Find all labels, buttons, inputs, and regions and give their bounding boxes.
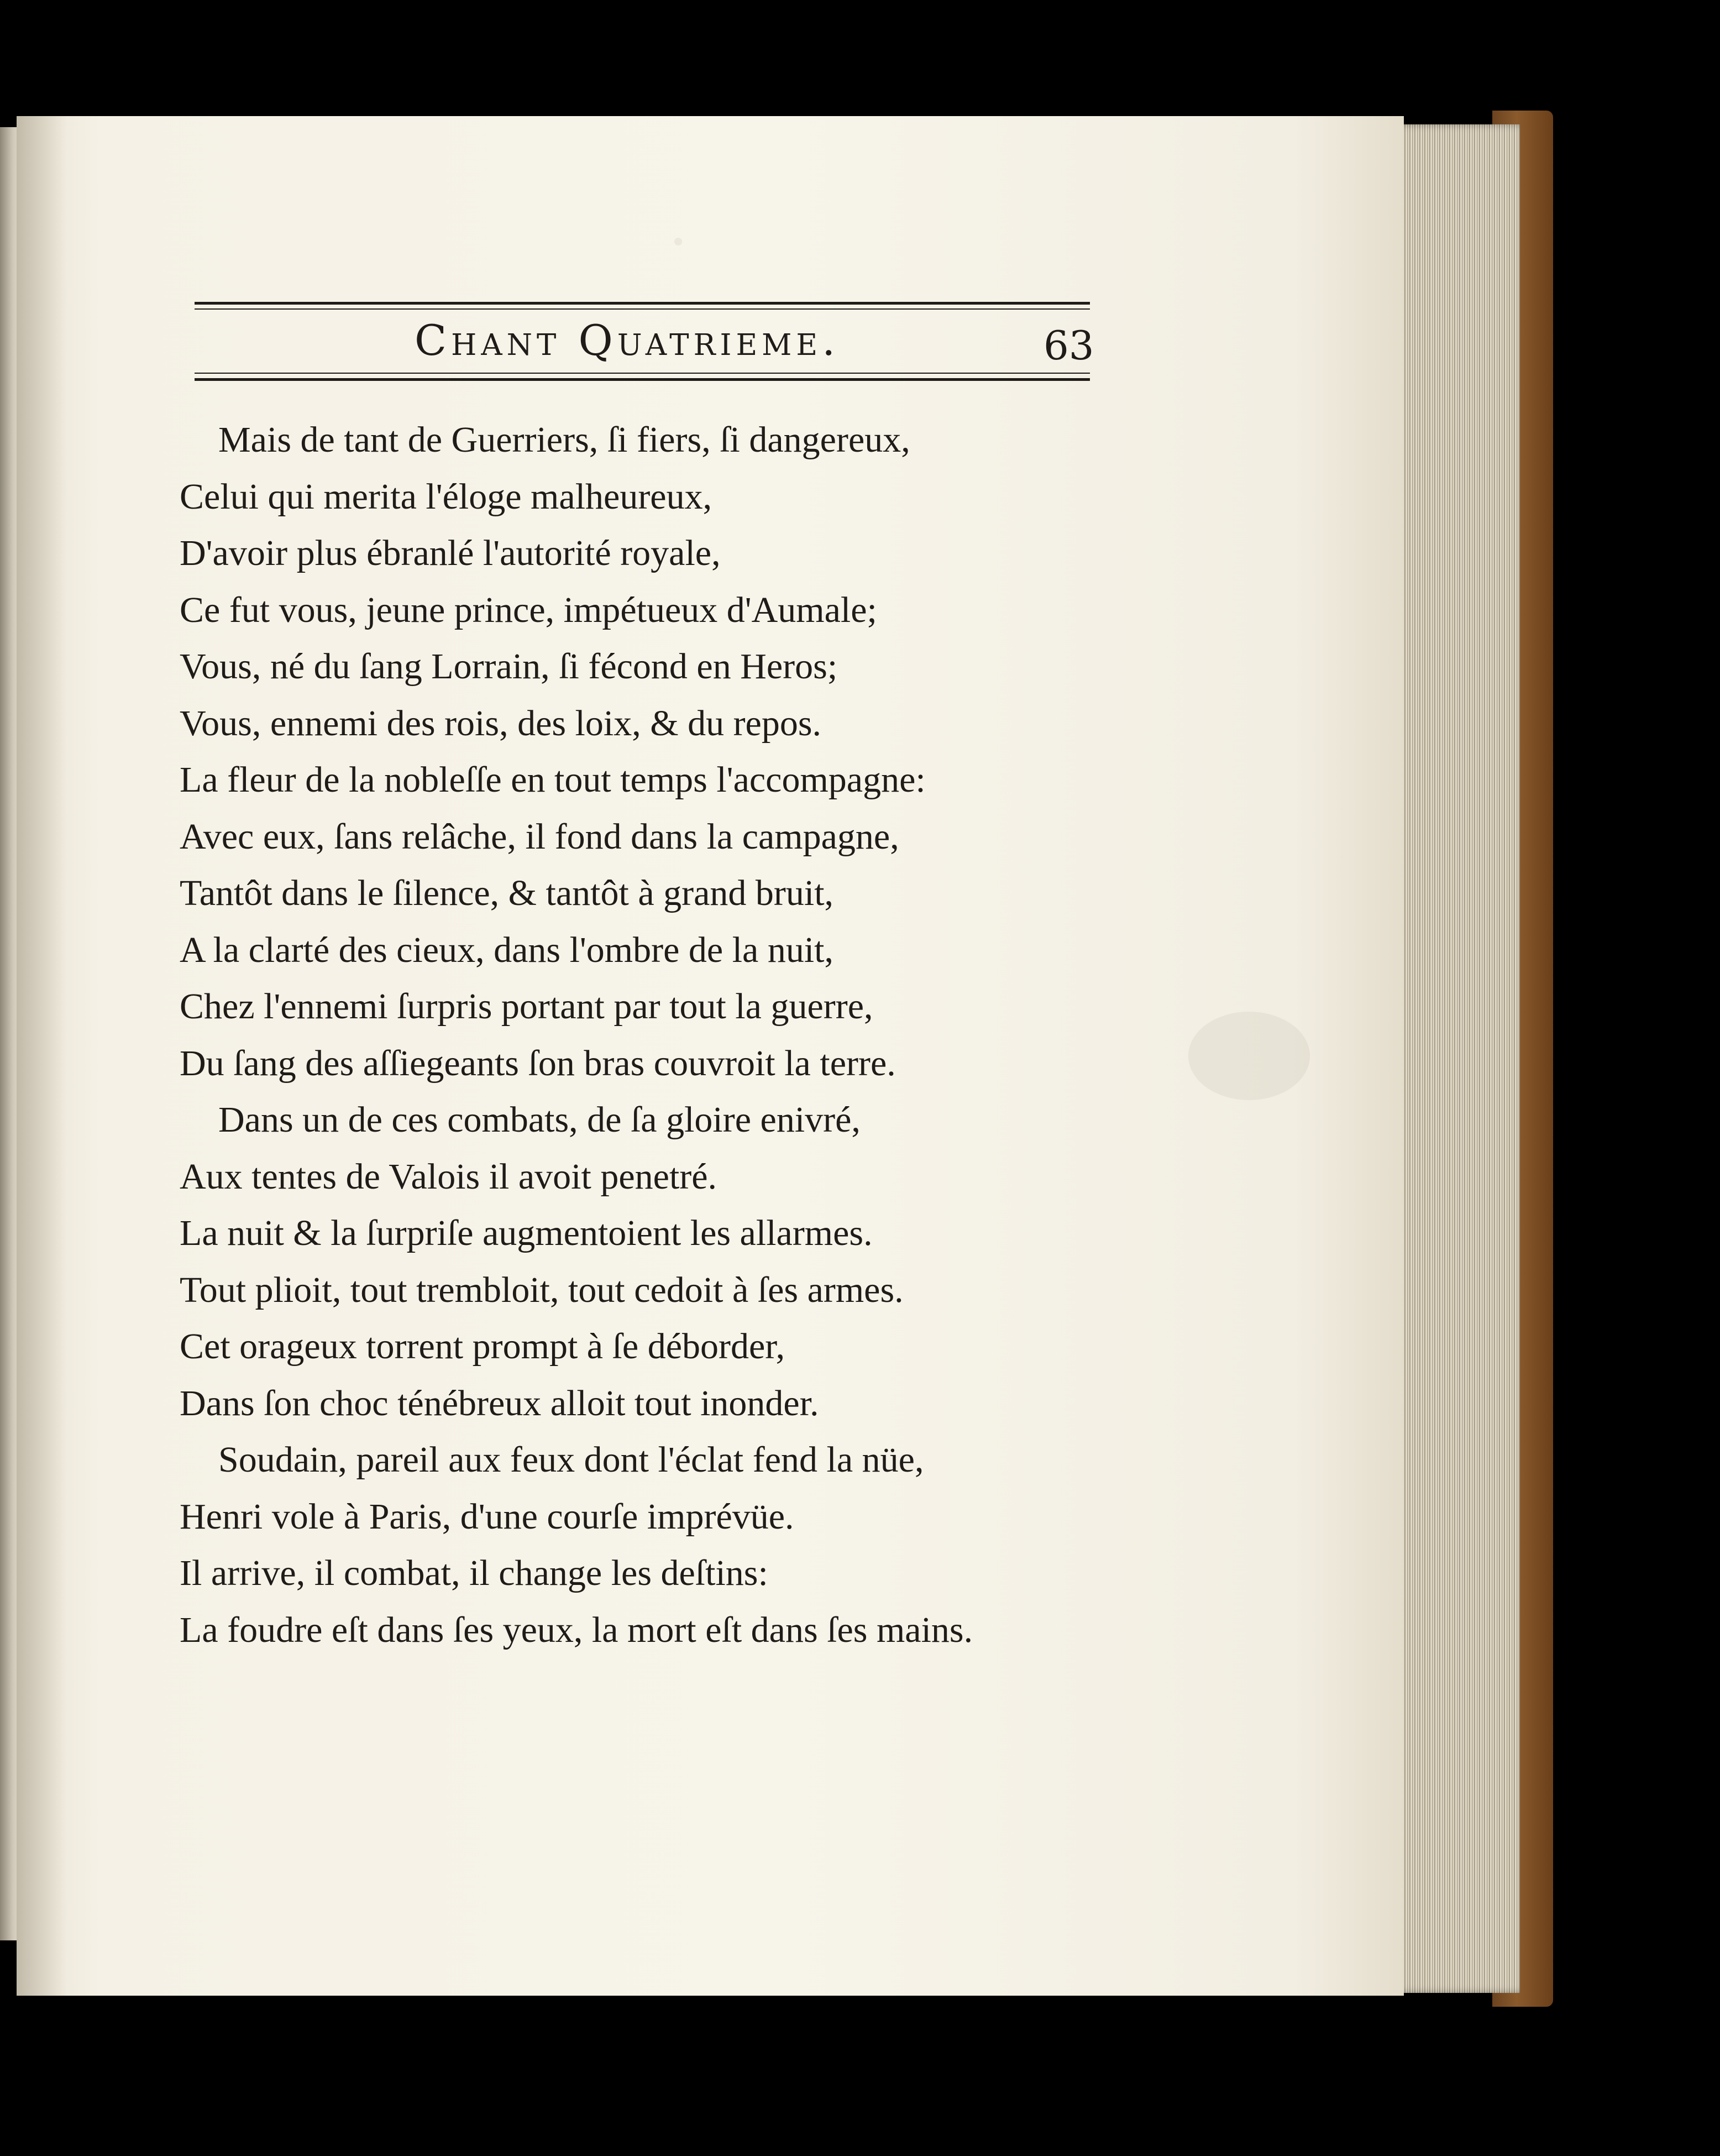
verse-line: La fleur de la nobleſſe en tout temps l'accompagne: (180, 760, 926, 800)
poem-text (180, 412, 1119, 1658)
verse-line: Mais de tant de Guerriers, ſi fiers, ſi dangereux, (218, 420, 910, 460)
verse-line: Avec eux, ſans relâche, il fond dans la campagne, (180, 816, 899, 857)
verse-line: Aux tentes de Valois il avoit penetré. (180, 1156, 717, 1197)
paper-speck (674, 238, 682, 245)
verse-line: Henri vole à Paris, d'une courſe imprévüe. (180, 1496, 794, 1537)
verse-line: Dans ſon choc ténébreux alloit tout inonder. (180, 1383, 819, 1424)
header-rule-top (195, 302, 1090, 305)
gutter-shadow (17, 116, 66, 1996)
page-stack-edges (1393, 124, 1520, 1993)
verse-line: Cet orageux torrent prompt à ſe déborder, (180, 1326, 785, 1367)
verse-line: Vous, né du ſang Lorrain, ſi fécond en Heros; (180, 646, 838, 687)
verse-line: La foudre eſt dans ſes yeux, la mort eſt dans ſes mains. (180, 1609, 973, 1650)
verse-line: Chez l'ennemi ſurpris portant par tout la guerre, (180, 986, 873, 1027)
verse-line: Tantôt dans le ſilence, & tantôt à grand bruit, (180, 873, 834, 913)
verse-line: Dans un de ces combats, de ſa gloire enivré, (218, 1100, 861, 1140)
paper-stain (1188, 1012, 1310, 1100)
verse-line: Du ſang des aſſiegeants ſon bras couvroit la terre. (180, 1043, 896, 1084)
verse-line: D'avoir plus ébranlé l'autorité royale, (180, 533, 721, 573)
page-number: 63 (1043, 322, 1094, 369)
verse-line: Soudain, pareil aux feux dont l'éclat fend la nüe, (218, 1440, 924, 1480)
verse-line: La nuit & la ſurpriſe augmentoient les allarmes. (180, 1213, 873, 1253)
header-rule-bottom (195, 378, 1090, 381)
verse-line: Ce fut vous, jeune prince, impétueux d'Aumale; (180, 589, 877, 630)
verse-line: Vous, ennemi des rois, des loix, & du repos. (180, 703, 822, 744)
header-rule-top-inner (195, 308, 1090, 310)
verse-line: A la clarté des cieux, dans l'ombre de la nuit, (180, 929, 834, 970)
running-head-title: Chant Quatrieme. (415, 316, 840, 365)
verse-line: Celui qui merita l'éloge malheureux, (180, 476, 712, 517)
header-rule-bottom-inner (195, 373, 1090, 374)
verse-line: Tout plioit, tout trembloit, tout cedoit à ſes armes. (180, 1269, 904, 1310)
verse-line: Il arrive, il combat, il change les deſtins: (180, 1553, 768, 1593)
